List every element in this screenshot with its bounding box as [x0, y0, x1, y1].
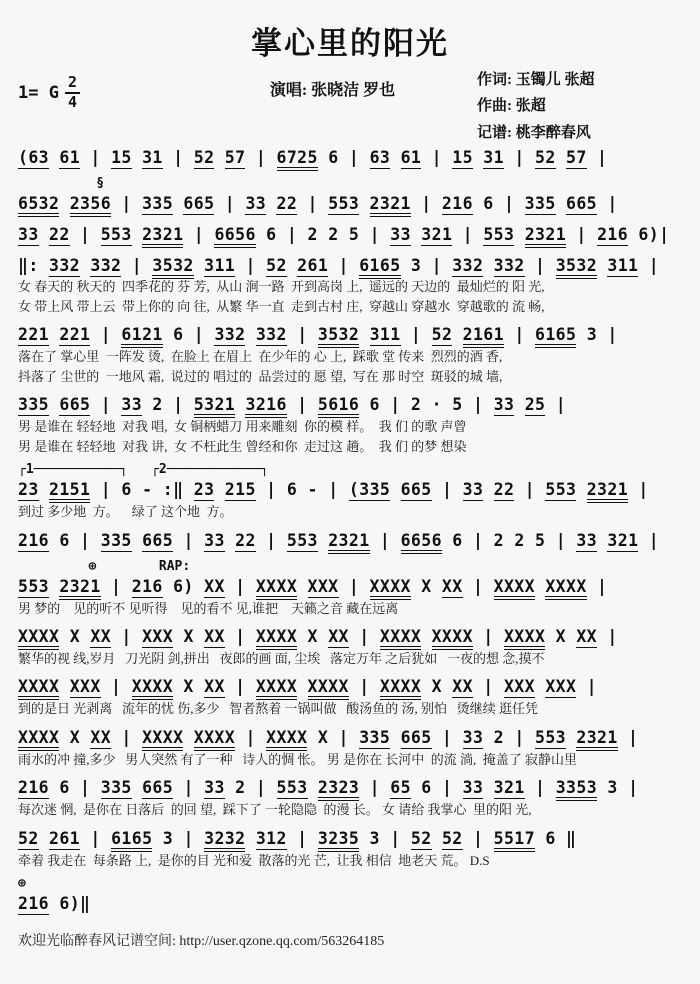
- music-system-6: [18, 393, 682, 456]
- credit-singer: 演唱: 张晓洁 罗也: [269, 82, 396, 99]
- notation-line: (63 61 | 15 31 | 52 57 | 6725 6 | 63 61 | 15 31 | 52 57 |: [18, 146, 682, 170]
- lyric-line-rap: 繁华的视 线,岁月 刀光阴 剑,拼出 夜郎的画 面, 尘埃 落定万年 之后犹如 一夜的想 念,摸不: [18, 650, 545, 666]
- notation-line: 216 6 | 335 665 | 33 2 | 553 2323 | 65 6 | 33 321 | 3353 3 |: [18, 776, 682, 800]
- notation-line: 216 6)‖: [18, 894, 91, 914]
- music-system-13: [18, 776, 682, 819]
- lyric-line-verse1: 女 春天的 秋天的 四季花的 芬 芳, 从山 涧一路 开到高岗 上, 遥远的 天边的 最灿烂的 阳 光,: [18, 279, 545, 295]
- lyric-line-verse2: 女 带上风 带上云 带上你的 向 往, 从繁 华一直 走到古村 庄, 穿越山 穿越水 穿越歌的 流 畅,: [18, 298, 545, 314]
- notation-line: 335 665 | 33 2 | 5321 3216 | 5616 6 | 2 · 5 | 33 25 |: [18, 393, 682, 417]
- header-meta: [18, 67, 682, 146]
- notation-line: ‖: 332 332 | 3532 311 | 52 261 | 6165 3 | 332 332 | 3532 311 |: [18, 254, 682, 278]
- notation-line: XXXX X XX | XXX X XX | XXXX X XX | XXXX XXXX | XXXX X XX |: [18, 625, 682, 649]
- music-system-1: [18, 146, 682, 170]
- music-system-9: [18, 560, 682, 618]
- time-signature-denominator: 4: [67, 92, 77, 111]
- lyric-line-verse2: 抖落了 尘世的 一地风 霜, 说过的 唱过的 品尝过的 愿 望, 写在 那 时空 斑驳的城 墙,: [18, 368, 503, 384]
- credits-block: [477, 67, 682, 146]
- lyric-line-rap: 到的是日 光剥离 流年的忧 伤,多少 智者熬着 一锅叫做 酸汤鱼的 汤, 别怕 烫继续 逛任凭: [18, 701, 539, 717]
- music-system-7: [18, 463, 682, 521]
- key-signature: [18, 67, 188, 111]
- notation-line: 33 22 | 553 2321 | 6656 6 | 2 2 5 | 33 321 | 553 2321 | 216 6)|: [18, 223, 682, 247]
- notation-line: 221 221 | 6121 6 | 332 332 | 3532 311 | 52 2161 | 6165 3 |: [18, 323, 682, 347]
- music-system-2: [18, 177, 682, 216]
- music-system-14: [18, 827, 682, 870]
- song-title: 掌心里的阳光: [251, 26, 449, 61]
- notation-line: XXXX XXX | XXXX X XX | XXXX XXXX | XXXX X XX | XXX XXX |: [18, 675, 682, 699]
- transcriber-note-with-url: 欢迎光临醉春风记谱空间: http://user.qzone.qq.com/563264185: [18, 934, 385, 950]
- music-system-11: [18, 675, 682, 718]
- notation-line: 553 2321 | 216 6) XX | XXXX XXX | XXXX X XX | XXXX XXXX |: [18, 575, 682, 599]
- coda-mark: ⊕: [18, 877, 26, 892]
- music-system-4: [18, 254, 682, 317]
- music-system-12: [18, 726, 682, 769]
- lyric-line-rap: 男 梦的 见的听不 见听得 见的看不 见,谁把 天籁之音 藏在远离: [18, 600, 399, 616]
- time-signature: [65, 75, 80, 111]
- music-system-5: [18, 323, 682, 386]
- notation-line: 6532 2356 | 335 665 | 33 22 | 553 2321 | 216 6 | 335 665 |: [18, 192, 682, 216]
- lyric-line-verse1: 落在了 掌心里 一阵发 烫, 在脸上 在眉上 在少年的 心 上, 踩歌 堂 传来 烈烈的酒 香,: [18, 349, 503, 365]
- credit-composer: 作曲: 张超: [477, 98, 546, 115]
- music-system-8: [18, 529, 682, 553]
- lyric-line: 每次迷 惘, 是你在 日落后 的回 望, 踩下了 一轮隐隐 的漫 长。 女 请给 我掌心 里的阳 光,: [18, 802, 532, 818]
- credit-lyricist: 作词: 玉镯儿 张超: [477, 72, 595, 88]
- music-system-10: [18, 625, 682, 668]
- lyric-line-verse1: 男 是谁在 轻轻地 对我 唱, 女 铜柄蜡刀 用来雕刻 你的模 样。 我 们 的歌 声曾: [18, 419, 467, 435]
- key-signature-label: 1= G: [18, 82, 59, 103]
- volta-brackets: ┌1───────────┐ ┌2────────────┐: [18, 463, 269, 478]
- coda-and-rap-mark: ⊕ RAP:: [18, 559, 191, 574]
- lyric-line: 牵着 我走在 每条路 上, 是你的目 光和爱 散落的光 芒, 让我 相信 地老天 荒。 D.S: [18, 852, 490, 868]
- segno-mark: §: [18, 176, 105, 191]
- lyric-line: 到过 多少地 方。 绿了 这个地 方。: [18, 504, 233, 520]
- music-system-3: [18, 223, 682, 247]
- notation-line: 216 6 | 335 665 | 33 22 | 553 2321 | 6656 6 | 2 2 5 | 33 321 |: [18, 529, 682, 553]
- lyric-line: 雨水的冲 撞,多少 男人突然 有了一种 诗人的惆 怅。 男 是你在 长河中 的流 淌, 掩盖了 寂静山里: [18, 751, 578, 767]
- notation-line: 52 261 | 6165 3 | 3232 312 | 3235 3 | 52 52 | 5517 6 ‖: [18, 827, 682, 851]
- time-signature-numerator: 2: [65, 75, 80, 94]
- notation-line: XXXX X XX | XXXX XXXX | XXXX X | 335 665 | 33 2 | 553 2321 |: [18, 726, 682, 750]
- lyric-line-verse2: 男 是谁在 轻轻地 对我 讲, 女 不枉此生 曾经和你 走过这 趟。 我 们 的梦 想染: [18, 438, 467, 454]
- music-system-15: [18, 877, 682, 916]
- notation-line: 23 2151 | 6 - :‖ 23 215 | 6 - | (335 665 | 33 22 | 553 2321 |: [18, 478, 682, 502]
- credit-transcriber: 记谱: 桃李醉春风: [477, 124, 591, 141]
